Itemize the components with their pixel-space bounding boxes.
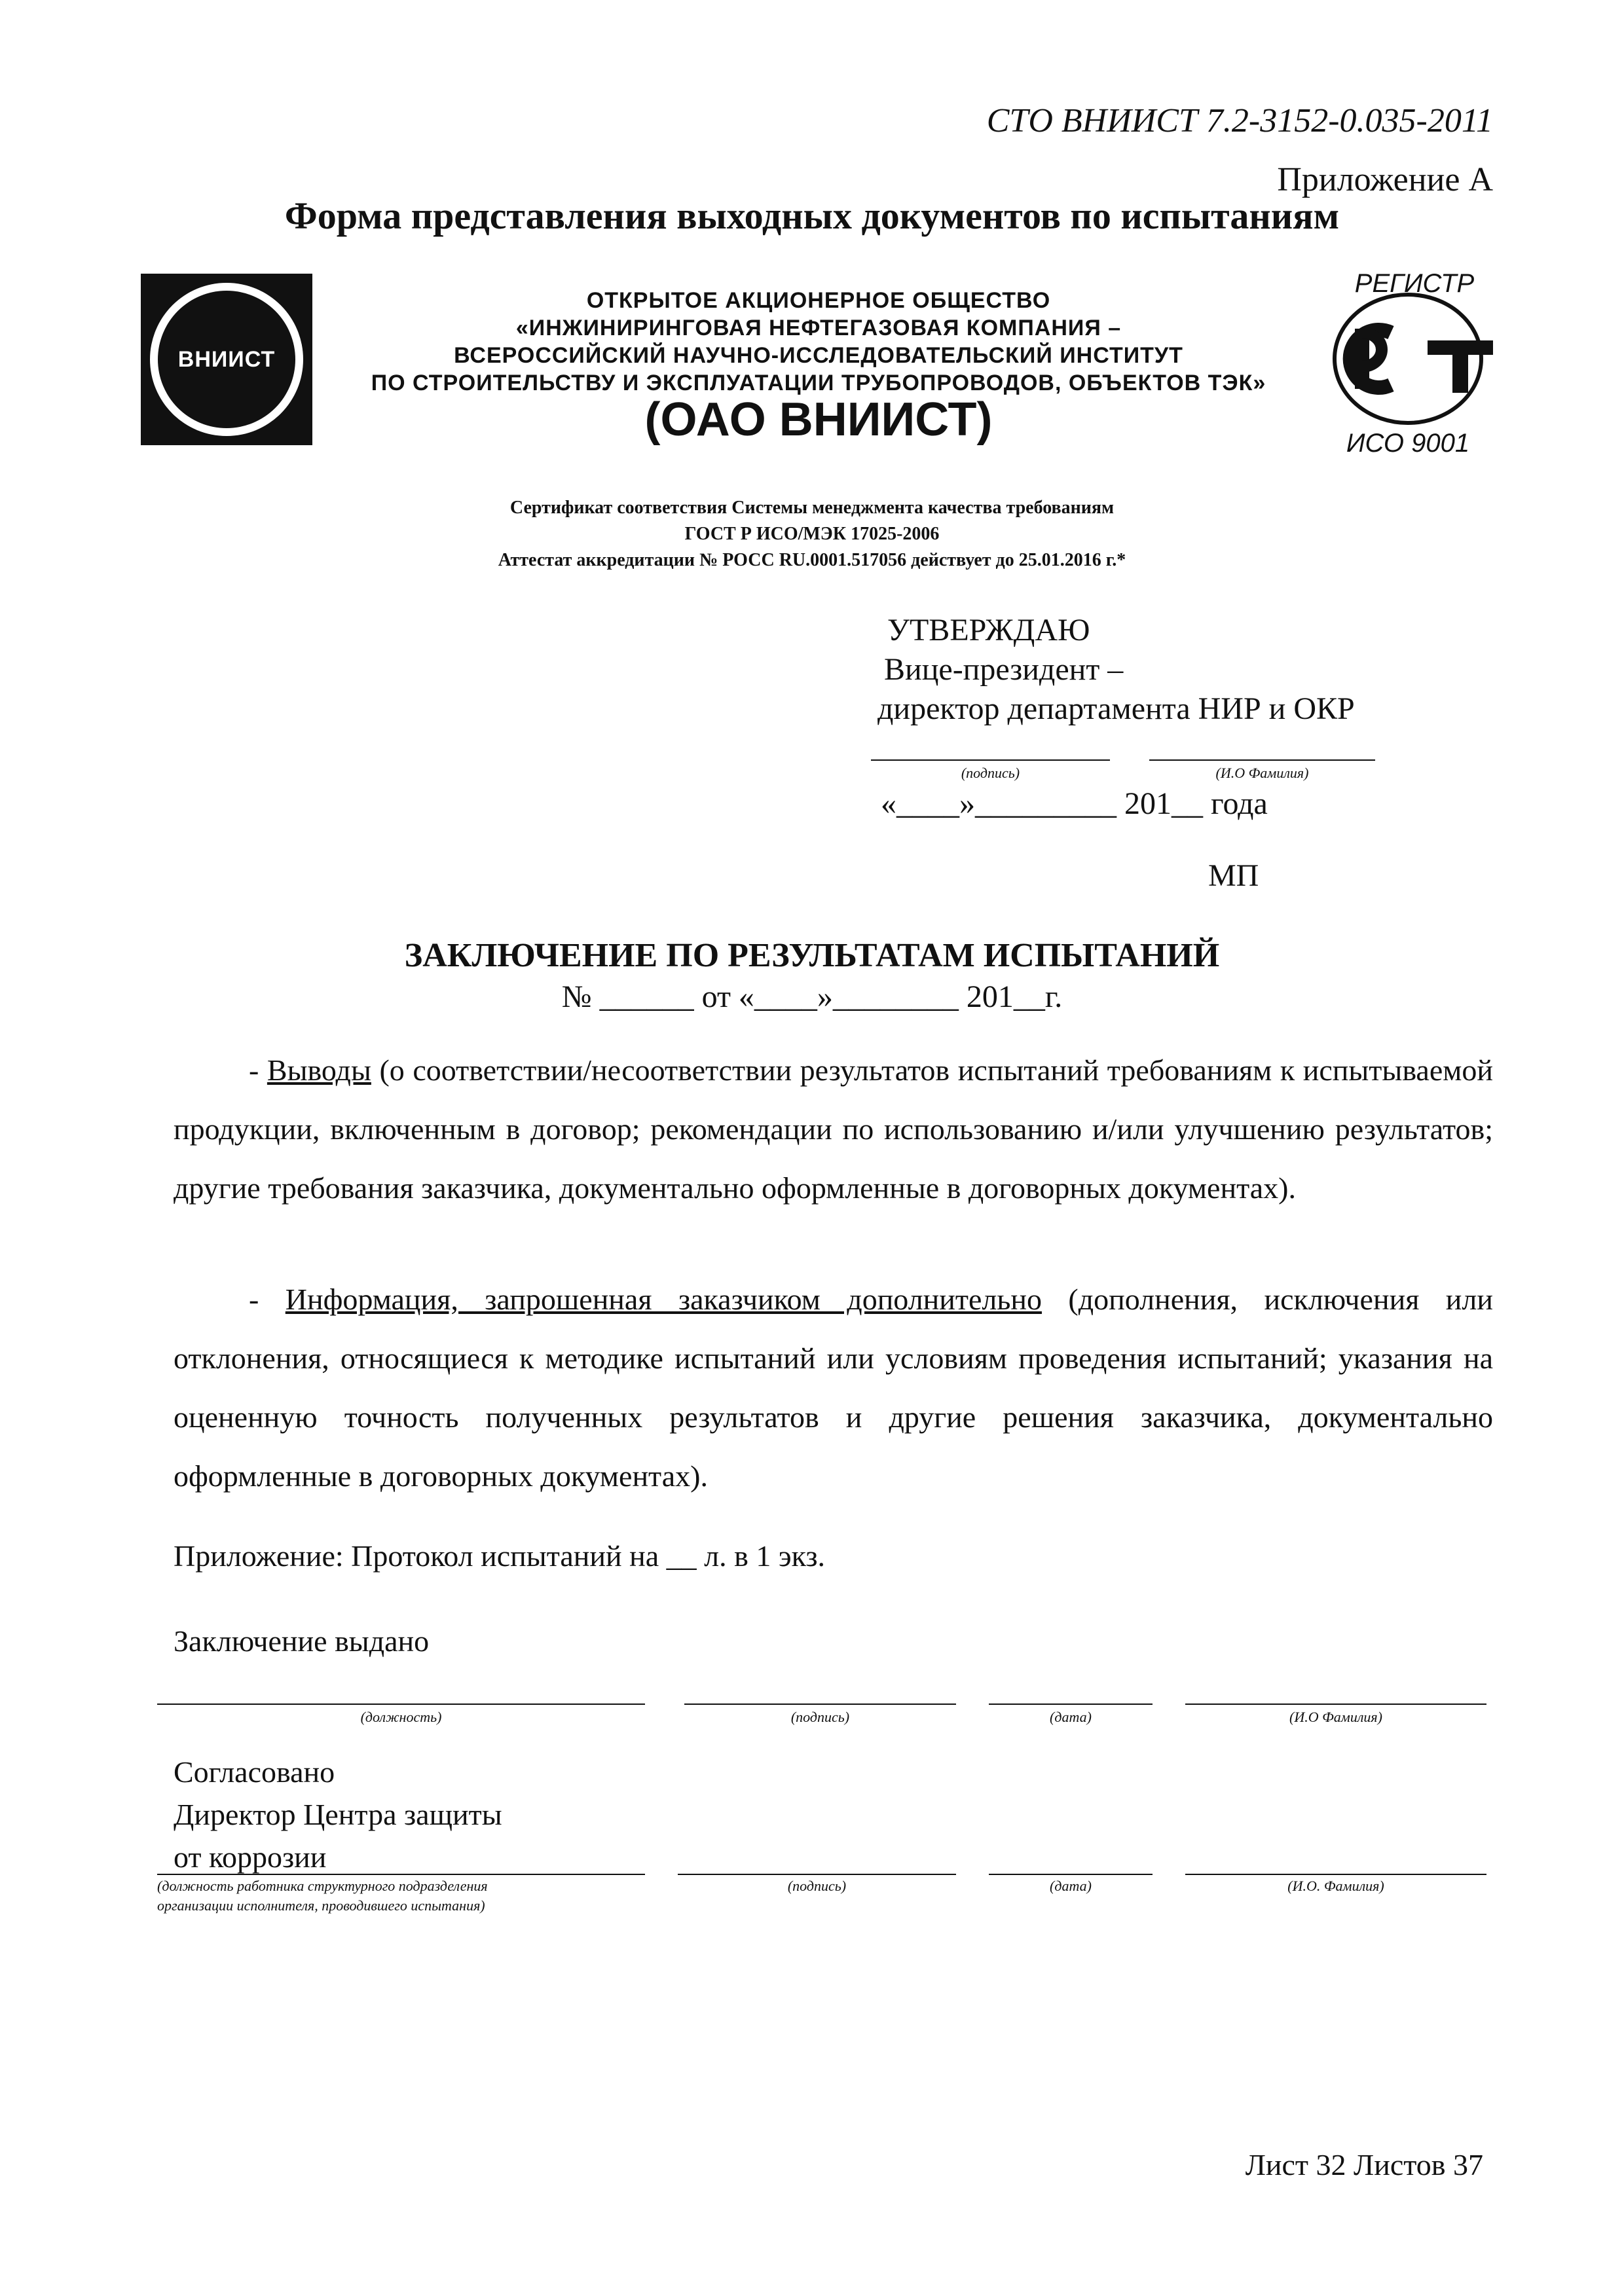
conclusion-number-line: № ______ от «____»________ 201__г. <box>561 979 1063 1014</box>
approval-signature-line <box>871 759 1110 761</box>
agreed-position-caption-2: организации исполнителя, проводившего испытания) <box>157 1897 485 1914</box>
paragraph-text: (о соответствии/несоответствии результатов испытаний требованиям к испытываемой продукции, включенным в договор; рекомендации по использованию и/или улучшению результатов; другие требования заказчика, документально оформленные в договорных документах). <box>174 1053 1493 1205</box>
issued-signature-line <box>684 1704 956 1705</box>
issued-date-caption: (дата) <box>1050 1709 1092 1725</box>
appendix-label: Приложение А <box>1277 161 1493 198</box>
org-short-name: (ОАО ВНИИСТ) <box>644 393 993 446</box>
reg-mark-top-text: РЕГИСТР <box>1354 269 1475 298</box>
agreed-position-caption-1: (должность работника структурного подразделения <box>157 1878 488 1894</box>
org-name-line-4: ПО СТРОИТЕЛЬСТВУ И ЭКСПЛУАТАЦИИ ТРУБОПРОВОДОВ, ОБЪЕКТОВ ТЭК» <box>371 371 1266 395</box>
approve-label: УТВЕРЖДАЮ <box>887 613 1090 647</box>
approver-position-2: директор департамента НИР и ОКР <box>877 691 1355 726</box>
stamp-place: МП <box>1208 858 1259 893</box>
issued-name-line <box>1185 1704 1486 1705</box>
org-logo-text: ВНИИСТ <box>177 346 276 372</box>
agreed-label: Согласовано <box>174 1755 335 1789</box>
issued-label: Заключение выдано <box>174 1624 430 1658</box>
agreed-position-1: Директор Центра защиты <box>174 1798 502 1831</box>
certification-mark-icon <box>1323 261 1500 457</box>
additional-info-paragraph <box>174 1270 1493 1506</box>
agreed-name-line <box>1185 1874 1486 1875</box>
agreed-name-caption: (И.О. Фамилия) <box>1287 1878 1384 1894</box>
certificate-line-3: Аттестат аккредитации № РОСС RU.0001.517056 действует до 25.01.2016 г.* <box>498 550 1126 570</box>
issued-date-line <box>989 1704 1153 1705</box>
approval-signature-caption: (подпись) <box>961 765 1020 781</box>
document-code: СТО ВНИИСТ 7.2-3152-0.035-2011 <box>986 102 1493 139</box>
conclusions-paragraph <box>174 1041 1493 1218</box>
approver-position-1: Вице-президент – <box>884 652 1124 687</box>
issued-position-caption: (должность) <box>360 1709 442 1725</box>
paragraph-underlined: Выводы <box>267 1053 371 1087</box>
reg-mark-bottom-text: ИСО 9001 <box>1346 429 1470 457</box>
attachment-line: Приложение: Протокол испытаний на __ л. в 1 экз. <box>174 1539 825 1573</box>
org-logo <box>141 274 312 445</box>
agreed-position-line <box>157 1874 645 1875</box>
paragraph-underlined: Информация, запрошенная заказчиком дополнительно <box>285 1283 1042 1316</box>
paragraph-text: (дополнения, исключения или отклонения, относящиеся к методике испытаний или условиям проведения испытаний; указания на оцененную точность полученных результатов и другие решения заказчика, документально оформленные в договорных документах). <box>174 1283 1493 1493</box>
org-name-line-3: ВСЕРОССИЙСКИЙ НАУЧНО-ИССЛЕДОВАТЕЛЬСКИЙ ИНСТИТУТ <box>454 343 1183 368</box>
org-name-line-1: ОТКРЫТОЕ АКЦИОНЕРНОЕ ОБЩЕСТВО <box>586 288 1051 313</box>
issued-signature-caption: (подпись) <box>790 1709 850 1725</box>
conclusion-title: ЗАКЛЮЧЕНИЕ ПО РЕЗУЛЬТАТАМ ИСПЫТАНИЙ <box>404 937 1220 974</box>
agreed-signature-line <box>678 1874 956 1875</box>
certificate-line-1: Сертификат соответствия Системы менеджмента качества требованиям <box>509 498 1115 518</box>
issued-position-line <box>157 1704 645 1705</box>
agreed-date-caption: (дата) <box>1050 1878 1092 1894</box>
approval-name-caption: (И.О Фамилия) <box>1215 765 1309 781</box>
certificate-line-2: ГОСТ Р ИСО/МЭК 17025-2006 <box>684 524 940 544</box>
org-name-line-2: «ИНЖИНИРИНГОВАЯ НЕФТЕГАЗОВАЯ КОМПАНИЯ – <box>515 316 1122 340</box>
approval-name-line <box>1149 759 1375 761</box>
agreed-signature-caption: (подпись) <box>787 1878 847 1894</box>
sheet-counter: Лист 32 Листов 37 <box>1245 2148 1483 2181</box>
form-title: Форма представления выходных документов по испытаниям <box>284 194 1340 237</box>
paragraph-lead: - <box>249 1283 286 1316</box>
approval-date-line: «____»_________ 201__ года <box>881 786 1268 821</box>
agreed-position-2: от коррозии <box>174 1840 327 1874</box>
agreed-date-line <box>989 1874 1153 1875</box>
paragraph-lead: - <box>249 1053 267 1087</box>
issued-name-caption: (И.О Фамилия) <box>1289 1709 1382 1725</box>
